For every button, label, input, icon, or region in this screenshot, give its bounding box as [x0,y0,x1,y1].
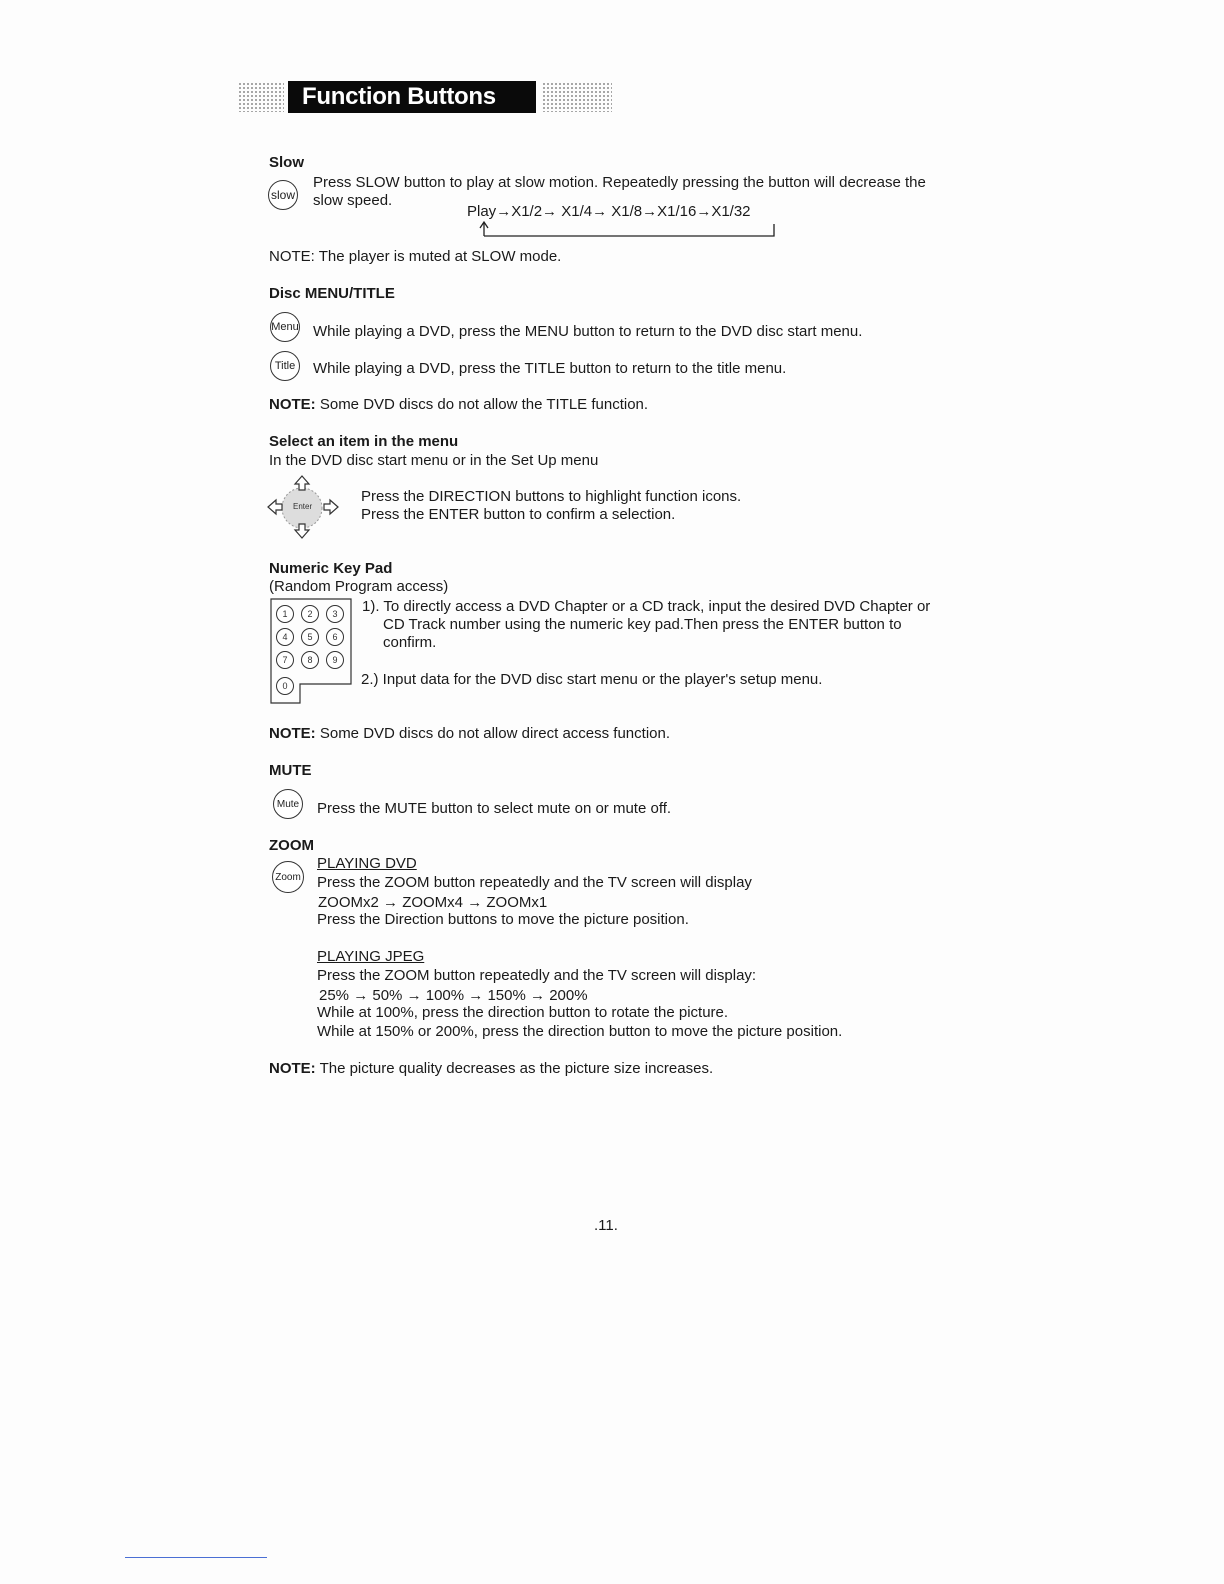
loop-back-arrow-icon [476,220,782,240]
seq-x1-2: X1/2 [511,203,543,220]
note-text: Some DVD discs do not allow direct access function. [319,725,670,742]
seq-200: 200% [549,987,588,1004]
keypad-item2: 2.) Input data for the DVD disc start menu or the player's setup menu. [361,671,823,688]
note-label: NOTE: [269,1060,316,1077]
numeric-keypad-illustration [270,598,352,704]
zoom-jpeg-line2: While at 100%, press the direction button to rotate the picture. [317,1004,729,1021]
select-item-line1: Press the DIRECTION buttons to highlight function icons. [361,488,742,505]
note-text: The picture quality decreases as the picture size increases. [319,1060,714,1077]
zoom-jpeg-sequence [319,987,588,1005]
disc-menu-heading: Disc MENU/TITLE [269,285,395,302]
arrow-right-icon: → [353,987,369,1004]
key-6: 6 [326,628,344,646]
menu-button-label: Menu [271,321,299,333]
zoom-jpeg-line1: Press the ZOOM button repeatedly and the TV screen will display: [317,967,757,984]
disc-menu-note [269,396,648,414]
slow-button-icon [268,180,298,210]
direction-pad [266,472,342,542]
arrow-right-icon: → [467,894,483,911]
keypad-subheading: (Random Program access) [269,578,449,595]
slow-sequence [467,203,751,221]
seq-x1-32: X1/32 [711,203,751,220]
select-item-subtext: In the DVD disc start menu or in the Set Up menu [269,452,599,469]
arrow-right-icon: → [592,203,608,220]
mute-button-label: Mute [276,798,300,810]
key-9: 9 [326,651,344,669]
key-5: 5 [301,628,319,646]
key-7: 7 [276,651,294,669]
slow-button-label: slow [270,188,295,202]
key-0: 0 [276,677,294,695]
keypad-item1-line2: CD Track number using the numeric key pad.Then press the ENTER button to [383,616,902,633]
zoom-dvd-heading: PLAYING DVD [317,855,417,872]
arrow-right-icon: → [406,987,422,1004]
arrow-right-icon: → [496,203,512,220]
slow-text-line2: slow speed. [313,192,393,209]
zoom-dvd-sequence [318,894,547,912]
arrow-right-icon: → [530,987,546,1004]
seq-100: 100% [425,987,465,1004]
zoom-heading: ZOOM [269,837,314,854]
key-4: 4 [276,628,294,646]
arrow-right-icon: → [642,203,658,220]
section-title-bar [288,81,536,113]
keypad-item1-line1: 1). To directly access a DVD Chapter or a CD track, input the desired DVD Chapter or [362,598,931,615]
section-title: Function Buttons [302,83,496,110]
seq-x1-16: X1/16 [657,203,697,220]
slow-text-line1: Press SLOW button to play at slow motion. Repeatedly pressing the button will decrease the [313,174,926,191]
key-1: 1 [276,605,294,623]
zoom-note [269,1060,713,1078]
key-8: 8 [301,651,319,669]
zoom-button-label: Zoom [275,871,301,883]
zoom-button-icon [272,861,304,893]
header-dots-left [238,82,284,112]
select-item-line2: Press the ENTER button to confirm a selection. [361,506,676,523]
seq-50: 50% [372,987,403,1004]
key-3: 3 [326,605,344,623]
zoom-dvd-line1: Press the ZOOM button repeatedly and the TV screen will display [317,874,752,891]
seq-zoomx2: ZOOMx2 [318,894,379,911]
zoom-dvd-line2: Press the Direction buttons to move the picture position. [317,911,689,928]
slow-heading: Slow [269,154,305,171]
note-label: NOTE: [269,396,316,413]
header-dots-right [542,82,612,112]
seq-x1-4: X1/4 [561,203,593,220]
arrow-right-icon: → [468,987,484,1004]
seq-zoomx4: ZOOMx4 [402,894,464,911]
mute-text: Press the MUTE button to select mute on or mute off. [317,800,672,817]
seq-play: Play [467,203,497,220]
bottom-divider [125,1557,267,1558]
keypad-heading: Numeric Key Pad [269,560,393,577]
menu-text: While playing a DVD, press the MENU button to return to the DVD disc start menu. [313,323,863,340]
slow-note: NOTE: The player is muted at SLOW mode. [269,248,562,265]
zoom-jpeg-heading: PLAYING JPEG [317,948,425,965]
title-button-icon [270,351,300,381]
keypad-note [269,725,670,743]
note-label: NOTE: [269,725,316,742]
seq-zoomx1: ZOOMx1 [486,894,548,911]
enter-label: Enter [293,502,313,511]
select-item-heading: Select an item in the menu [269,433,459,450]
seq-25: 25% [319,987,350,1004]
menu-button-icon [270,312,300,342]
title-text: While playing a DVD, press the TITLE button to return to the title menu. [313,360,787,377]
zoom-jpeg-line3: While at 150% or 200%, press the direction button to move the picture position. [317,1023,843,1040]
note-text: Some DVD discs do not allow the TITLE function. [319,396,649,413]
page-number: .11. [594,1217,618,1234]
seq-x1-8: X1/8 [611,203,643,220]
arrow-right-icon: → [542,203,558,220]
arrow-right-icon: → [696,203,712,220]
key-2: 2 [301,605,319,623]
mute-heading: MUTE [269,762,312,779]
mute-button-icon [273,789,303,819]
keypad-item1-line3: confirm. [383,634,437,651]
arrow-right-icon: → [383,894,399,911]
seq-150: 150% [487,987,526,1004]
title-button-label: Title [274,360,296,372]
